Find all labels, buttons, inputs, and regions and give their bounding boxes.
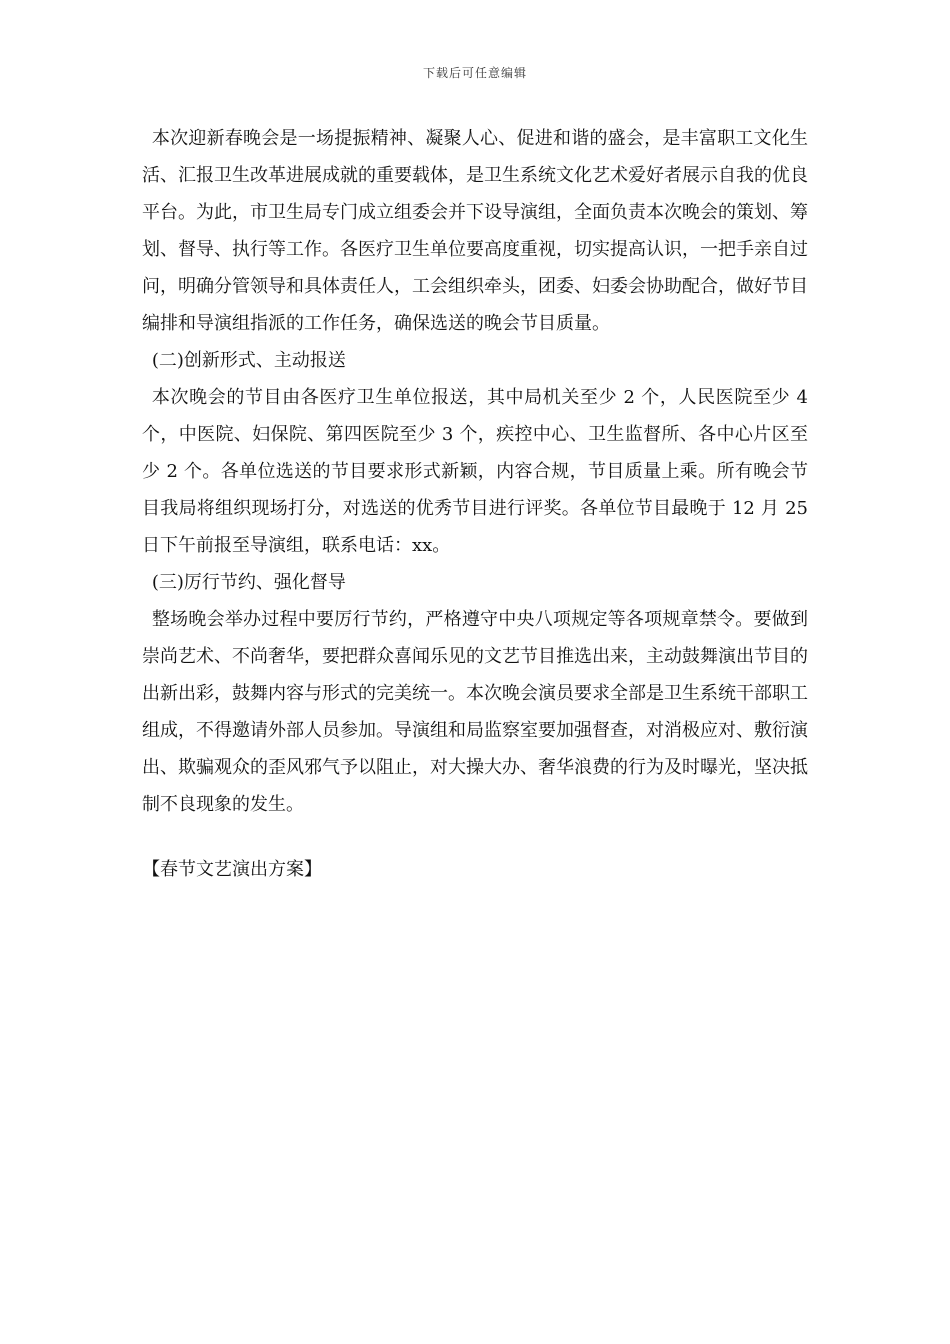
subheading-innovation: (二)创新形式、主动报送 xyxy=(151,350,346,371)
paragraph-submission: 本次晚会的节目由各医疗卫生单位报送，其中局机关至少 2 个，人民医院至少 4 个，中医院、妇保院、第四医院至少 3 个，疾控中心、卫生监督所、各中心片区至少 2 个。各单位选送的节目要求形式新颖，内容合规，节目质量上乘。所有晚会节目我局将组织现场打分，对选送的优秀节目进行评奖。各单位节目最晚于 12 月 25 日下午前报至导演组，联系电话：xx。 xyxy=(142,387,808,556)
paragraph-organization: 本次迎新春晚会是一场提振精神、凝聚人心、促进和谐的盛会，是丰富职工文化生活、汇报卫生改革进展成就的重要载体，是卫生系统文化艺术爱好者展示自我的优良平台。为此，市卫生局专门成立组委会并下设导演组，全面负责本次晚会的策划、筹划、督导、执行等工作。各医疗卫生单位要高度重视，切实提高认识，一把手亲自过问，明确分管领导和具体责任人，工会组织牵头，团委、妇委会协助配合，做好节目编排和导演组指派的工作任务，确保选送的晚会节目质量。 xyxy=(142,128,808,334)
paragraph-supervision: 整场晚会举办过程中要厉行节约，严格遵守中央八项规定等各项规章禁令。要做到崇尚艺术、不尚奢华，要把群众喜闻乐见的文艺节目推选出来，主动鼓舞演出节目的出新出彩，鼓舞内容与形式的完美统一。本次晚会演员要求全部是卫生系统干部职工组成，不得邀请外部人员参加。导演组和局监察室要加强督查，对消极应对、敷衍演出、欺骗观众的歪风邪气予以阻止，对大操大办、奢华浪费的行为及时曝光，坚决抵制不良现象的发生。 xyxy=(142,609,808,815)
subheading-frugality: (三)厉行节约、强化督导 xyxy=(151,572,346,593)
paragraph-gap xyxy=(142,823,808,851)
section-title: 【春节文艺演出方案】 xyxy=(142,859,322,880)
document-body xyxy=(142,120,808,888)
page-header: 下载后可任意编辑 xyxy=(422,66,527,80)
